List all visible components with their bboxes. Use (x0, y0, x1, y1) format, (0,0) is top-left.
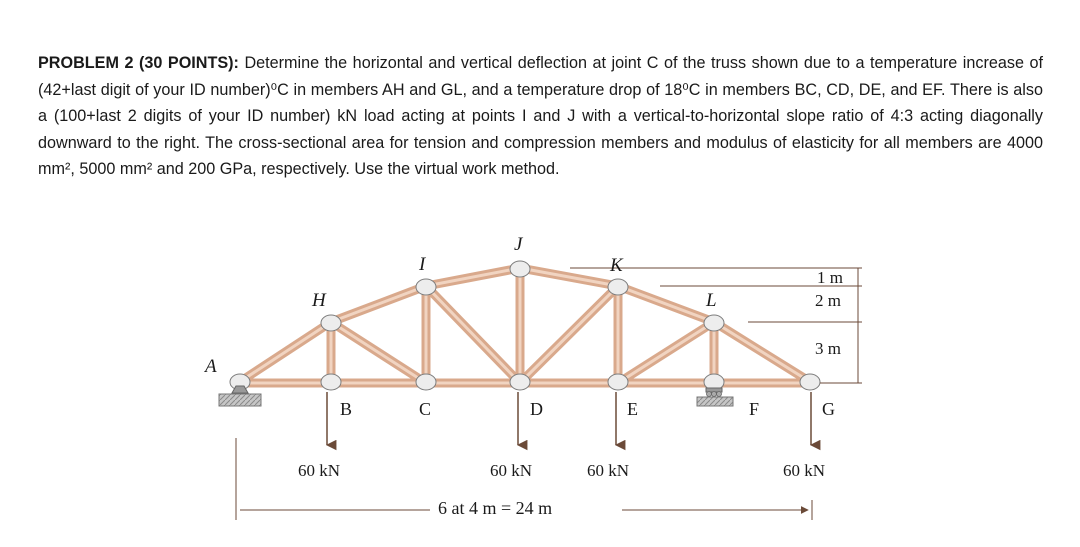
label-joint-d: D (530, 399, 543, 419)
problem-heading: PROBLEM 2 (30 POINTS): (38, 54, 239, 72)
joint-g-plate (800, 374, 820, 390)
label-joint-k: K (610, 255, 623, 276)
pin-support-a (219, 386, 261, 406)
joint-c-plate (416, 374, 436, 390)
label-joint-e: E (627, 399, 638, 419)
label-joint-f: F (749, 399, 760, 419)
load-label-e: 60 kN (587, 461, 630, 480)
joint-h-plate (321, 315, 341, 331)
label-joint-l: L (706, 290, 717, 311)
height-label-1m: 1 m (817, 268, 843, 287)
load-arrows (327, 392, 811, 445)
joint-d-plate (510, 374, 530, 390)
height-label-2m: 2 m (815, 291, 841, 310)
label-joint-c: C (419, 399, 432, 419)
label-joint-b: B (340, 399, 353, 419)
label-joint-i: I (419, 254, 426, 275)
label-joint-a: A (205, 356, 217, 377)
height-label-3m: 3 m (815, 339, 841, 358)
span-label: 6 at 4 m = 24 m (438, 498, 553, 518)
joint-e-plate (608, 374, 628, 390)
load-label-b: 60 kN (298, 461, 341, 480)
roller-support-f (697, 388, 733, 406)
load-label-d: 60 kN (490, 461, 533, 480)
label-joint-j: J (514, 234, 523, 255)
load-label-g: 60 kN (783, 461, 826, 480)
joint-i-plate (416, 279, 436, 295)
joint-b-plate (321, 374, 341, 390)
label-joint-h: H (312, 290, 326, 311)
joint-k-plate (608, 279, 628, 295)
joint-j-plate (510, 261, 530, 277)
joint-l-plate (704, 315, 724, 331)
problem-body: Determine the horizontal and vertical deflection at joint C of the truss shown due to a temperature increase of (42+last digit of your ID number)⁰C in members AH and GL, and a temperature drop of 18⁰C in members BC, CD, DE, and EF. There is also a (100+last 2 digits of your ID number) kN load acting at points I and J with a vertical-to-horizontal slope ratio of 4:3 acting diagonally downward to the right. The cross-sectional area for tension and compression members and modulus of elasticity for all members are 4000 mm², 5000 mm² and 200 GPa, respectively. Use the virtual work method. (38, 54, 1044, 178)
label-joint-g: G (822, 399, 835, 419)
